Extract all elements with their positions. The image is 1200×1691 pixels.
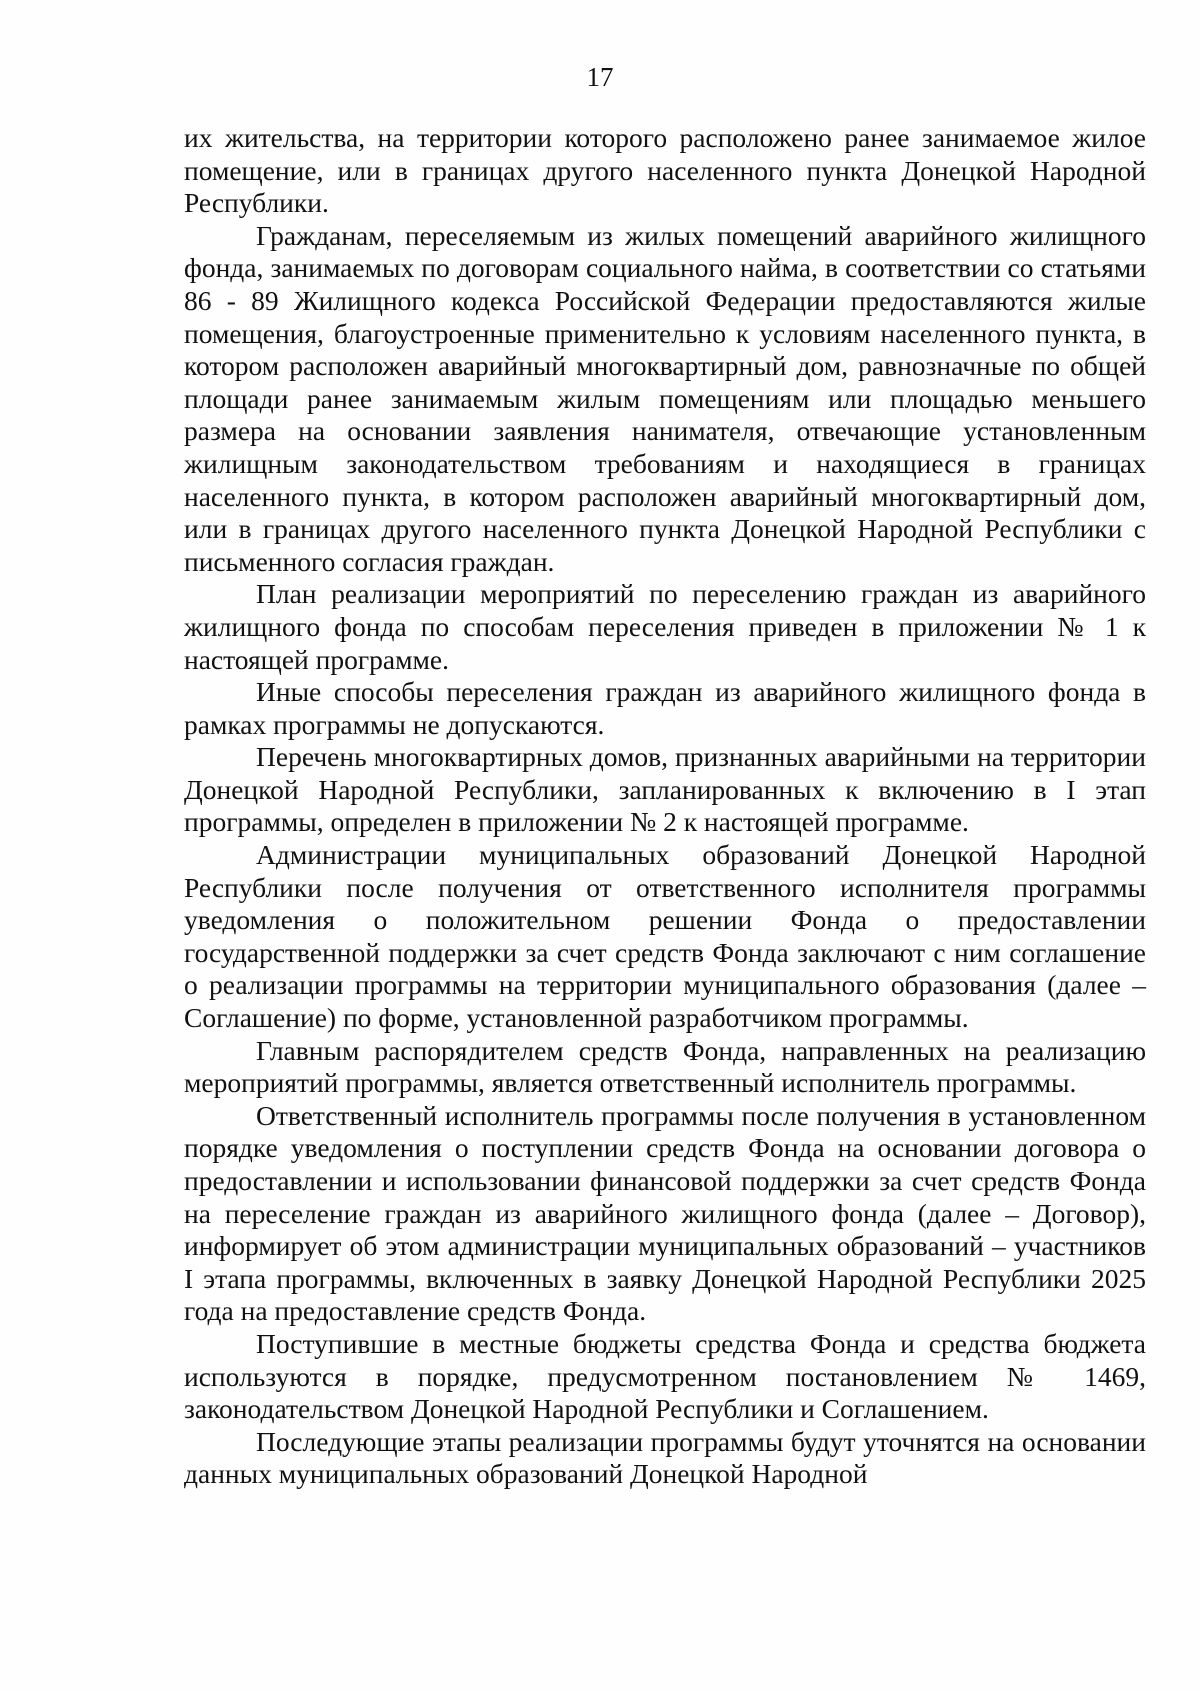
paragraph-responsible-executor: Ответственный исполнитель программы после получения в установленном порядке уведомления о поступлении средств Фонда на основании договора о предоставлении и использовании финансовой поддержки за счет средств Фонда на переселение граждан из аварийного жилищного фонда (далее – Договор), информирует об этом администрации муниципальных образований – участников I этапа программы, включенных в заявку Донецкой Народной Республики 2025 года на предоставление средств Фонда.	[184, 1099, 1146, 1327]
paragraph-resettlement-housing: Гражданам, переселяемым из жилых помещений аварийного жилищного фонда, занимаемых по договорам социального найма, в соответствии со статьями 86 - 89 Жилищного кодекса Российской Федерации предоставляются жилые помещения, благоустроенные применительно к условиям населенного пункта, в котором расположен аварийный многоквартирный дом, равнозначные по общей площади ранее занимаемым жилым помещениям или площадью меньшего размера на основании заявления нанимателя, отвечающие установленным жилищным законодательством требованиям и находящиеся в границах населенного пункта, в котором расположен аварийный многоквартирный дом, или в границах другого населенного пункта Донецкой Народной Республики с письменного согласия граждан.	[184, 219, 1146, 577]
page-number: 17	[586, 62, 614, 92]
paragraph-continuation: их жительства, на территории которого расположено ранее занимаемое жилое помещение, или в границах другого населенного пункта Донецкой Народной Республики.	[184, 122, 1146, 219]
paragraph-building-list: Перечень многоквартирных домов, признанных аварийными на территории Донецкой Народной Республики, запланированных к включению в I этап программы, определен в приложении № 2 к настоящей программе.	[184, 741, 1146, 838]
page-body	[184, 122, 1146, 1491]
paragraph-administrations-agreement: Администрации муниципальных образований Донецкой Народной Республики после получения от ответственного исполнителя программы уведомления о положительном решении Фонда о предоставлении государственной поддержки за счет средств Фонда заключают с ним соглашение о реализации программы на территории муниципального образования (далее – Соглашение) по форме, установленной разработчиком программы.	[184, 839, 1146, 1034]
paragraph-next-stages: Последующие этапы реализации программы будут уточнятся на основании данных муниципальных образований Донецкой Народной	[184, 1425, 1146, 1490]
paragraph-local-budgets: Поступившие в местные бюджеты средства Фонда и средства бюджета используются в порядке, предусмотренном постановлением № 1469, законодательством Донецкой Народной Республики и Соглашением.	[184, 1327, 1146, 1425]
paragraph-other-methods: Иные способы переселения граждан из аварийного жилищного фонда в рамках программы не допускаются.	[184, 676, 1146, 740]
paragraph-main-manager: Главным распорядителем средств Фонда, направленных на реализацию мероприятий программы, является ответственный исполнитель программы.	[184, 1034, 1146, 1099]
paragraph-implementation-plan: План реализации мероприятий по переселению граждан из аварийного жилищного фонда по способам переселения приведен в приложении № 1 к настоящей программе.	[184, 578, 1146, 675]
